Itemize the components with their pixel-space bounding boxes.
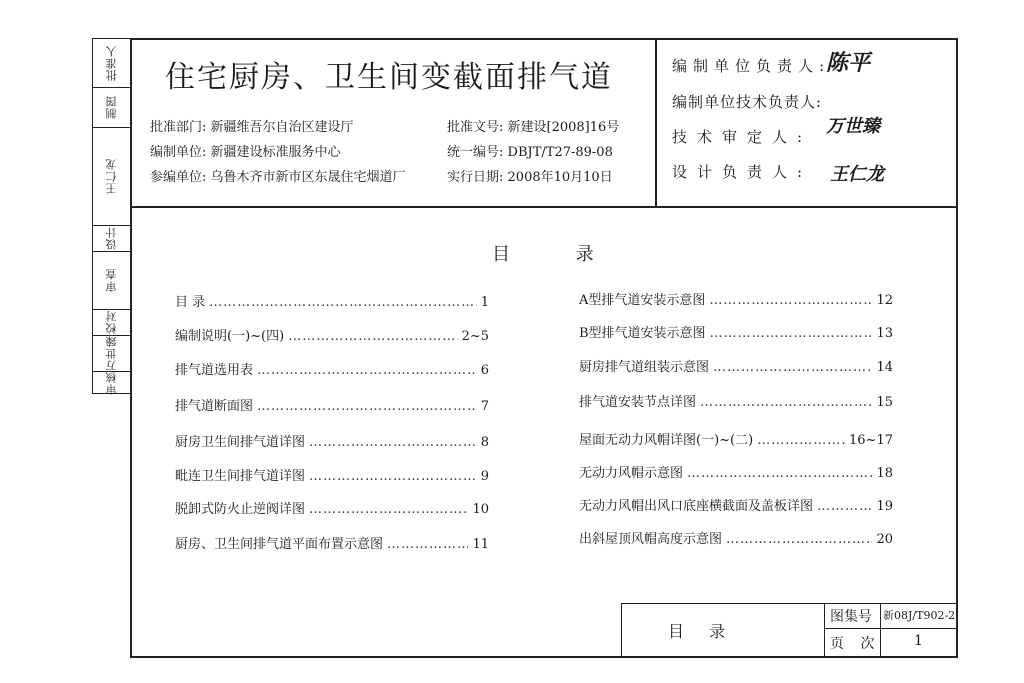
toc-item-label: 排气道安装节点详图 [579, 395, 697, 410]
title-block-divider [824, 603, 825, 658]
strip-label: 制图 [105, 95, 118, 119]
signature-strip [92, 38, 130, 394]
toc-item-page: 18 [876, 466, 893, 481]
strip-cell-audit [93, 371, 130, 394]
toc-item-label: 厨房、卫生间排气道平面布置示意图 [175, 537, 384, 552]
strip-label: 审核 [105, 370, 118, 395]
signature-chen-ping: 陈平 [826, 51, 871, 76]
toc-leader [209, 295, 477, 310]
toc-item-label: 出斜屋顶风帽高度示意图 [579, 532, 723, 547]
approval-dept-value: 新疆维吾尔自治区建设厅 [210, 120, 354, 135]
strip-cell-approver [93, 39, 130, 88]
compile-unit-label: 编制单位: [150, 145, 207, 160]
toc-leader [288, 329, 457, 344]
resp-label: 编制单位负责人: [672, 57, 831, 75]
toc-item-page: 20 [876, 532, 893, 547]
toc-leader [257, 363, 477, 378]
participant-value: 乌鲁木齐市新市区东晟住宅烟道厂 [210, 170, 406, 185]
toc-leader [257, 399, 477, 414]
toc-leader [309, 502, 468, 517]
toc-leader [817, 499, 872, 514]
toc-leader [387, 537, 468, 552]
page-title: 住宅厨房、卫生间变截面排气道 [165, 60, 613, 95]
toc-item-label: 屋面无动力风帽详图(一)~(二) [579, 433, 754, 448]
toc-item-label: 厨房卫生间排气道详图 [175, 435, 306, 450]
toc-item[interactable] [175, 431, 489, 450]
toc-item-page: 13 [876, 326, 893, 341]
toc-heading: 目 录 [492, 244, 624, 265]
toc-leader [709, 293, 872, 308]
toc-item-label: 编制说明(一)~(四) [175, 329, 285, 344]
header-divider [130, 206, 958, 208]
toc-item-label: 排气道选用表 [175, 363, 254, 378]
toc-item-label: 毗连卫生间排气道详图 [175, 469, 306, 484]
atlas-label: 图集号 [830, 609, 872, 625]
toc-item[interactable] [579, 528, 893, 547]
toc-leader [700, 395, 872, 410]
toc-item-page: 11 [472, 537, 489, 552]
unified-number [447, 141, 613, 160]
toc-leader [726, 532, 872, 547]
toc-item-label: 目 录 [175, 295, 206, 310]
toc-item-label: 厨房排气道组装示意图 [579, 360, 710, 375]
toc-item-page: 1 [480, 295, 489, 310]
toc-leader [309, 469, 477, 484]
compile-unit [150, 141, 341, 160]
effective-date [447, 166, 613, 185]
toc-leader [757, 433, 845, 448]
unified-no-value: DBJT/T27-89-08 [507, 145, 613, 160]
strip-label: 审查 [105, 268, 118, 292]
resp-label: 技术审定人: [672, 128, 813, 146]
participant-label: 参编单位: [150, 170, 207, 185]
strip-label: 王仁龙 [105, 158, 118, 194]
strip-label: 批准人 [105, 45, 118, 81]
compile-unit-value: 新疆建设标准服务中心 [210, 145, 341, 160]
toc-item-page: 7 [480, 399, 489, 414]
title-block-divider [824, 628, 958, 629]
toc-item[interactable] [579, 322, 893, 341]
toc-item-page: 6 [480, 363, 489, 378]
signature-wan-shizhen: 万世臻 [826, 116, 880, 137]
toc-item[interactable] [175, 465, 489, 484]
toc-item-label: 排气道断面图 [175, 399, 254, 414]
strip-cell-drawing [93, 87, 130, 128]
strip-label: 设计 [105, 226, 118, 250]
strip-cell-review [93, 251, 130, 310]
approval-doc-value: 新建设[2008]16号 [507, 120, 620, 135]
toc-item[interactable] [579, 462, 893, 481]
header-column-divider [655, 38, 657, 206]
toc-item-label: B型排气道安装示意图 [579, 326, 706, 341]
toc-leader [710, 326, 873, 341]
unified-no-label: 统一编号: [447, 145, 504, 160]
strip-label: 万世臻 [105, 335, 118, 371]
toc-item-page: 12 [876, 293, 893, 308]
toc-item[interactable] [579, 356, 893, 375]
strip-cell-check [93, 309, 130, 336]
resp-label: 设计负责人: [672, 163, 813, 181]
approval-doc-label: 批准文号: [447, 120, 504, 135]
toc-item[interactable] [175, 533, 489, 552]
effective-date-label: 实行日期: [447, 170, 504, 185]
approval-dept [150, 116, 354, 135]
atlas-number: 新08J/T902-2 [883, 609, 956, 622]
toc-item[interactable] [175, 359, 489, 378]
participant-unit [150, 166, 406, 185]
sheet-title: 目 录 [668, 622, 736, 641]
toc-leader [687, 466, 872, 481]
resp-label: 编制单位技术负责人: [672, 93, 823, 111]
toc-item-page: 19 [876, 499, 893, 514]
toc-leader [713, 360, 872, 375]
strip-cell-designer-name [93, 127, 130, 226]
toc-item[interactable] [175, 395, 489, 414]
strip-label: 校对 [105, 310, 118, 334]
toc-item-label: 脱卸式防火止逆阀详图 [175, 502, 306, 517]
strip-cell-checker-name [93, 335, 130, 372]
signature-wang-renlong: 王仁龙 [830, 164, 884, 185]
toc-item[interactable] [579, 495, 893, 514]
toc-item-page: 15 [876, 395, 893, 410]
toc-item[interactable] [579, 429, 893, 448]
effective-date-value: 2008年10月10日 [507, 170, 613, 185]
toc-item-page: 10 [472, 502, 489, 517]
page-number: 1 [914, 633, 923, 649]
page-label: 页 次 [830, 636, 881, 652]
toc-item-label: A型排气道安装示意图 [579, 293, 706, 308]
toc-item-label: 无动力风帽示意图 [579, 466, 684, 481]
toc-item-page: 16~17 [849, 433, 893, 448]
toc-item-page: 2~5 [461, 329, 489, 344]
toc-item-page: 14 [876, 360, 893, 375]
approval-doc [447, 116, 619, 135]
toc-item-label: 无动力风帽出风口底座横截面及盖板详图 [579, 499, 814, 514]
toc-item-page: 9 [480, 469, 489, 484]
toc-item[interactable] [175, 291, 489, 310]
toc-item[interactable] [579, 391, 893, 410]
approval-dept-label: 批准部门: [150, 120, 207, 135]
toc-item[interactable] [175, 325, 489, 344]
toc-item-page: 8 [480, 435, 489, 450]
toc-leader [309, 435, 477, 450]
toc-item[interactable] [175, 498, 489, 517]
toc-item[interactable] [579, 289, 893, 308]
strip-cell-design [93, 225, 130, 252]
